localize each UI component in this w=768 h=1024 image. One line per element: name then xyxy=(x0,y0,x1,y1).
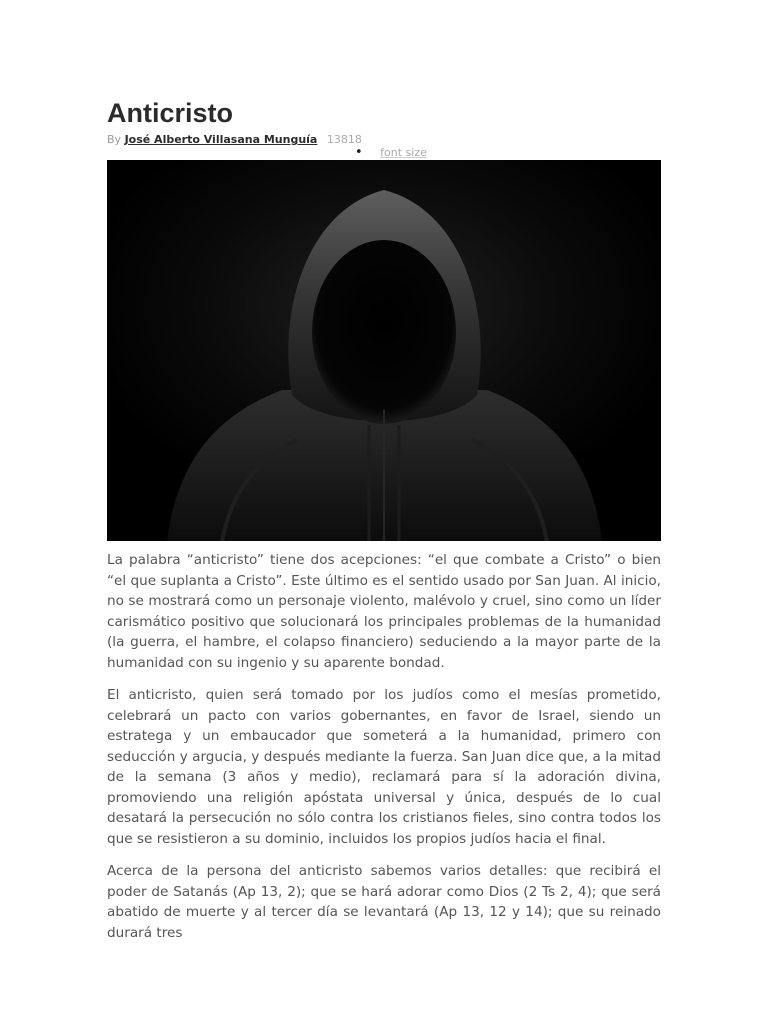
article-header xyxy=(107,96,661,148)
paragraph-1: La palabra “anticristo” tiene dos acepciones: “el que combate a Cristo” o bien “el que suplanta a Cristo”. Este último es el sentido usado por San Juan. Al inicio, no se mostrará como un personaje violento, malévolo y cruel, sino como un líder carismático positivo que solucionará los principales problemas de la humanidad (la guerra, el hambre, el colapso financiero) seduciendo a la mayor parte de la humanidad con su ingenio y su aparente bondad. xyxy=(107,552,661,671)
hits-count: 13818 xyxy=(326,133,362,146)
hero-image xyxy=(107,160,661,541)
paragraph-2: El anticristo, quien será tomado por los judíos como el mesías prometido, celebrará un pacto con varios gobernantes, en favor de Israel, siendo un estratega y un embaucador que someterá a la humanidad, primero con seducción y argucia, y después mediante la fuerza. San Juan dice que, a la mitad de la semana (3 años y medio), reclamará para sí la adoración divina, promoviendo una religión apóstata universal y única, después de lo cual desatará la persecución no sólo contra los cristianos fieles, sino contra todos los que se resistieron a su dominio, incluidos los propios judíos hacia el final. xyxy=(107,687,661,847)
bullet-icon: • xyxy=(355,145,363,160)
article-body xyxy=(107,550,661,955)
font-size-control[interactable] xyxy=(380,146,427,159)
by-label: By xyxy=(107,133,122,146)
font-size-label: font size xyxy=(380,146,427,159)
author-link[interactable]: José Alberto Villasana Munguía xyxy=(124,133,318,146)
hooded-figure-image xyxy=(107,160,661,541)
article-title: Anticristo xyxy=(107,98,234,128)
font-size-tools xyxy=(355,145,427,160)
paragraph-3: Acerca de la persona del anticristo sabemos varios detalles: que recibirá el poder de Satanás (Ap 13, 2); que se hará adorar como Dios (2 Ts 2, 4); que será abatido de muerte y al tercer día se levantará (Ap 13, 12 y 14); que su reinado durará tres xyxy=(107,863,661,941)
